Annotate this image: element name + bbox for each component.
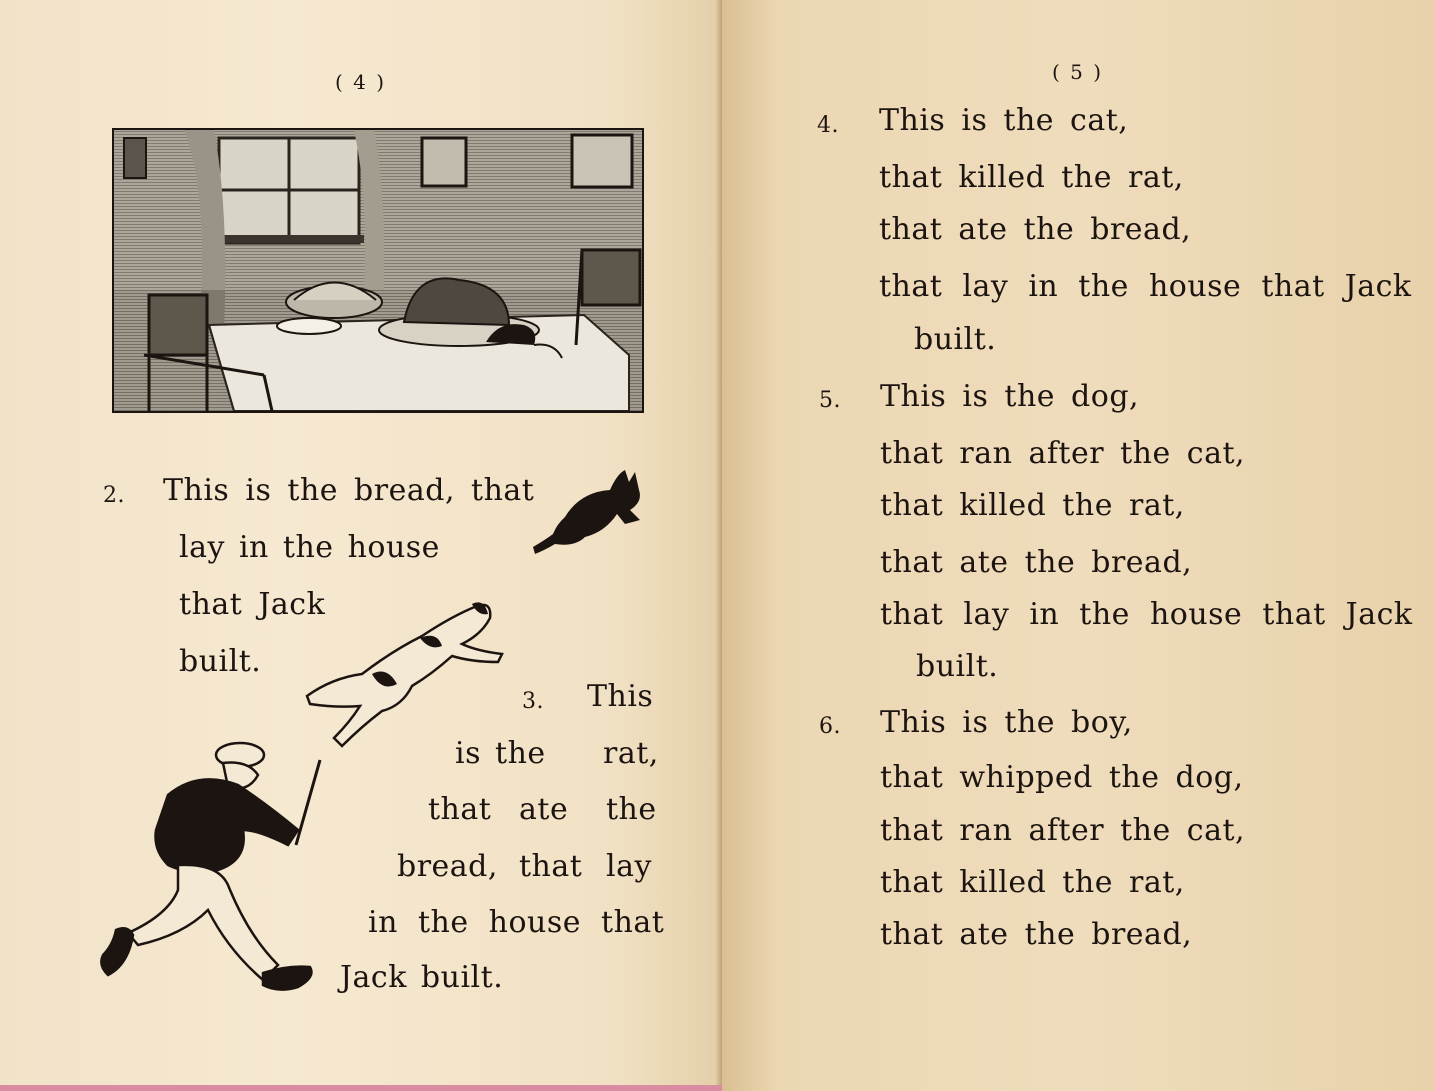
right-page xyxy=(722,0,1434,1091)
stanza5-line-4: that ate the bread, xyxy=(880,545,1193,580)
stanza3-line-in-the-house: in the house that xyxy=(368,905,665,940)
stanza-number-3: 3. xyxy=(522,689,544,714)
stanza4-line-2: that killed the rat, xyxy=(879,160,1184,195)
stanza6-line-4: that killed the rat, xyxy=(880,865,1185,900)
stanza3-word-that-2: that xyxy=(519,849,583,884)
page-number-left: ( 4 ) xyxy=(335,70,387,94)
stanza-number-4: 4. xyxy=(817,113,839,138)
dining-room-illustration xyxy=(112,128,644,413)
stanza3-word-lay: lay xyxy=(606,849,652,884)
stanza4-line-5: built. xyxy=(914,322,997,357)
stanza6-line-2: that whipped the dog, xyxy=(880,760,1244,795)
stanza3-word-rat: rat, xyxy=(603,736,659,771)
stanza6-line-3: that ran after the cat, xyxy=(880,813,1246,848)
stanza-number-6: 6. xyxy=(819,714,841,739)
stanza3-word-bread: bread, xyxy=(397,849,498,884)
dining-room-drawing xyxy=(114,130,642,411)
stanza6-line-1: This is the boy, xyxy=(880,705,1133,740)
stanza2-line-4: built. xyxy=(179,644,262,679)
cat-silhouette-illustration xyxy=(525,462,650,562)
stanza3-line-jack-built: Jack built. xyxy=(340,960,504,995)
stanza4-line-1: This is the cat, xyxy=(879,103,1129,138)
stanza3-word-the: the xyxy=(606,792,657,827)
stanza6-line-5: that ate the bread, xyxy=(880,917,1193,952)
stanza5-line-5: that lay in the house that Jack xyxy=(880,597,1413,632)
stanza5-line-6: built. xyxy=(916,649,999,684)
stanza5-line-1: This is the dog, xyxy=(880,379,1140,414)
stanza2-line-3: that Jack xyxy=(179,587,326,622)
stanza5-line-2: that ran after the cat, xyxy=(880,436,1246,471)
dog-leaping-illustration xyxy=(302,596,507,756)
stanza2-line-2: lay in the house xyxy=(179,530,440,565)
stanza5-line-3: that killed the rat, xyxy=(880,488,1185,523)
stanza-number-2: 2. xyxy=(103,483,125,508)
stanza3-word-is-the: is the xyxy=(455,736,546,771)
stanza4-line-3: that ate the bread, xyxy=(879,212,1192,247)
stanza3-word-this: This xyxy=(587,679,654,714)
stanza3-word-that-1: that xyxy=(428,792,492,827)
stanza4-line-4: that lay in the house that Jack xyxy=(879,269,1412,304)
stanza-number-5: 5. xyxy=(819,388,841,413)
page-number-right: ( 5 ) xyxy=(1052,60,1104,84)
stanza2-line-1: This is the bread, that xyxy=(163,473,535,508)
book-edge xyxy=(0,1085,722,1091)
boy-running-illustration xyxy=(98,735,323,1005)
stanza3-word-ate: ate xyxy=(519,792,569,827)
